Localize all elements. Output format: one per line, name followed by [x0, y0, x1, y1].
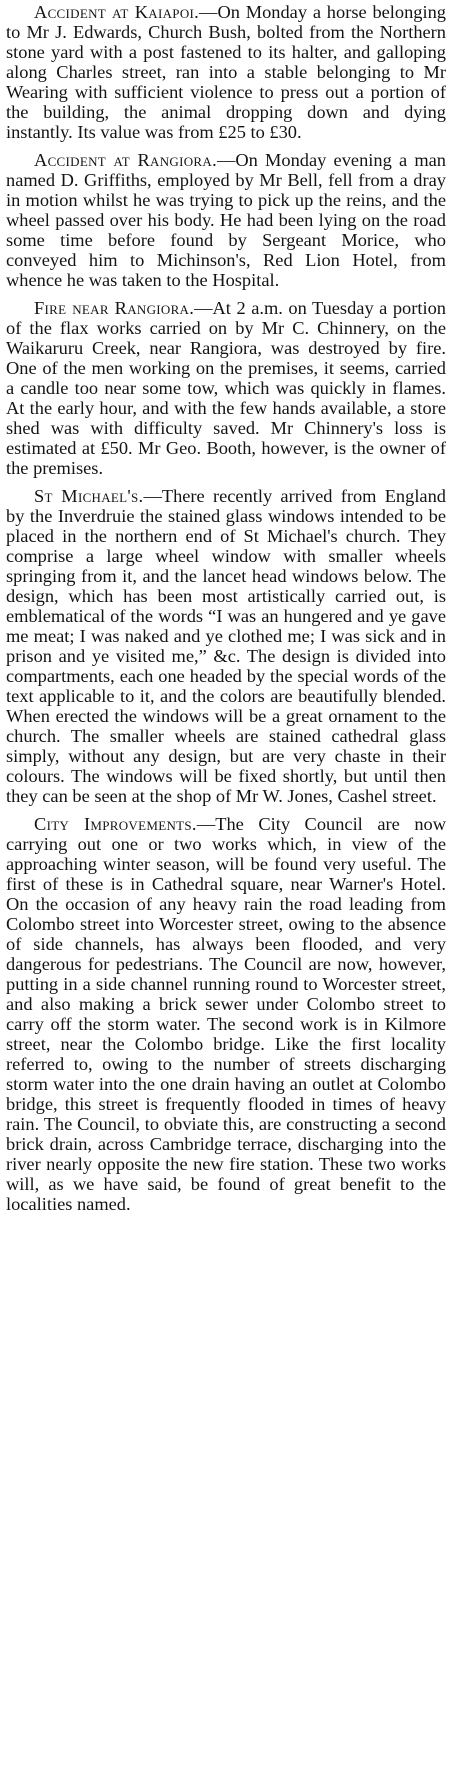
- article-fire-near-rangiora: [6, 298, 446, 478]
- article-accident-at-kaiapoi: [6, 2, 446, 142]
- article-body: —At 2 a.m. on Tuesday a portion of the flax works carried on by Mr C. Chinnery, on the Waikaruru Creek, near Rangiora, was destroyed by fire. One of the men working on the premises, it seems, carried a candle too near some tow, which was quickly in flames. At the early hour, and with the few hands available, a store shed was with difficulty saved. Mr Chinnery's loss is estimated at £50. Mr Geo. Booth, however, is the owner of the premises.: [6, 298, 446, 478]
- article-heading: St Michael's.: [34, 486, 144, 506]
- article-body: —On Monday a horse belonging to Mr J. Edwards, Church Bush, bolted from the Northern stone yard with a post fastened to its halter, and galloping along Charles street, ran into a stable belonging to Mr Wearing with sufficient violence to press out a portion of the building, the animal dropping down and dying instantly. Its value was from £25 to £30.: [6, 2, 446, 142]
- article-heading: City Improvements.: [34, 814, 197, 834]
- article-body: —There recently arrived from England by the Inverdruie the stained glass windows intended to be placed in the northern end of St Michael's church. They comprise a large wheel window with smaller wheels springing from it, and the lancet head windows below. The design, which has been most artistically carried out, is emblematical of the words “I was an hungered and ye gave me meat; I was naked and ye clothed me; I was sick and in prison and ye visited me,” &c. The design is divided into compartments, each one headed by the special words of the text applicable to it, and the colors are beautifully blended. When erected the windows will be a great ornament to the church. The smaller wheels are stained cathedral glass simply, without any design, but are very chaste in their colours. The windows will be fixed shortly, but until then they can be seen at the shop of Mr W. Jones, Cashel street.: [6, 486, 446, 806]
- article-body: —On Monday evening a man named D. Griffiths, employed by Mr Bell, fell from a dray in motion whilst he was trying to pick up the reins, and the wheel passed over his body. He had been lying on the road some time before found by Sergeant Morice, who conveyed him to Michinson's, Red Lion Hotel, from whence he was taken to the Hospital.: [6, 150, 446, 290]
- article-body: —The City Council are now carrying out one or two works which, in view of the approaching winter season, will be found very useful. The first of these is in Cathedral square, near Warner's Hotel. On the occasion of any heavy rain the road leading from Colombo street into Worcester street, owing to the absence of side channels, has always been flooded, and very dangerous for pedestrians. The Council are now, however, putting in a side channel running round to Worcester street, and also making a brick sewer under Colombo street to carry off the storm water. The second work is in Kilmore street, near the Colombo bridge. Like the first locality referred to, owing to the number of streets discharging storm water into the one drain having an outlet at Colombo bridge, this street is frequently flooded in times of heavy rain. The Council, to obviate this, are constructing a second brick drain, across Cambridge terrace, discharging into the river nearly opposite the new fire station. These two works will, as we have said, be found of great benefit to the localities named.: [6, 814, 446, 1214]
- article-accident-at-rangiora: [6, 150, 446, 290]
- article-heading: Fire near Rangiora.: [34, 298, 195, 318]
- article-st-michaels: [6, 486, 446, 806]
- article-heading: Accident at Rangiora.: [34, 150, 217, 170]
- article-heading: Accident at Kaiapoi.: [34, 2, 200, 22]
- article-city-improvements: [6, 814, 446, 1214]
